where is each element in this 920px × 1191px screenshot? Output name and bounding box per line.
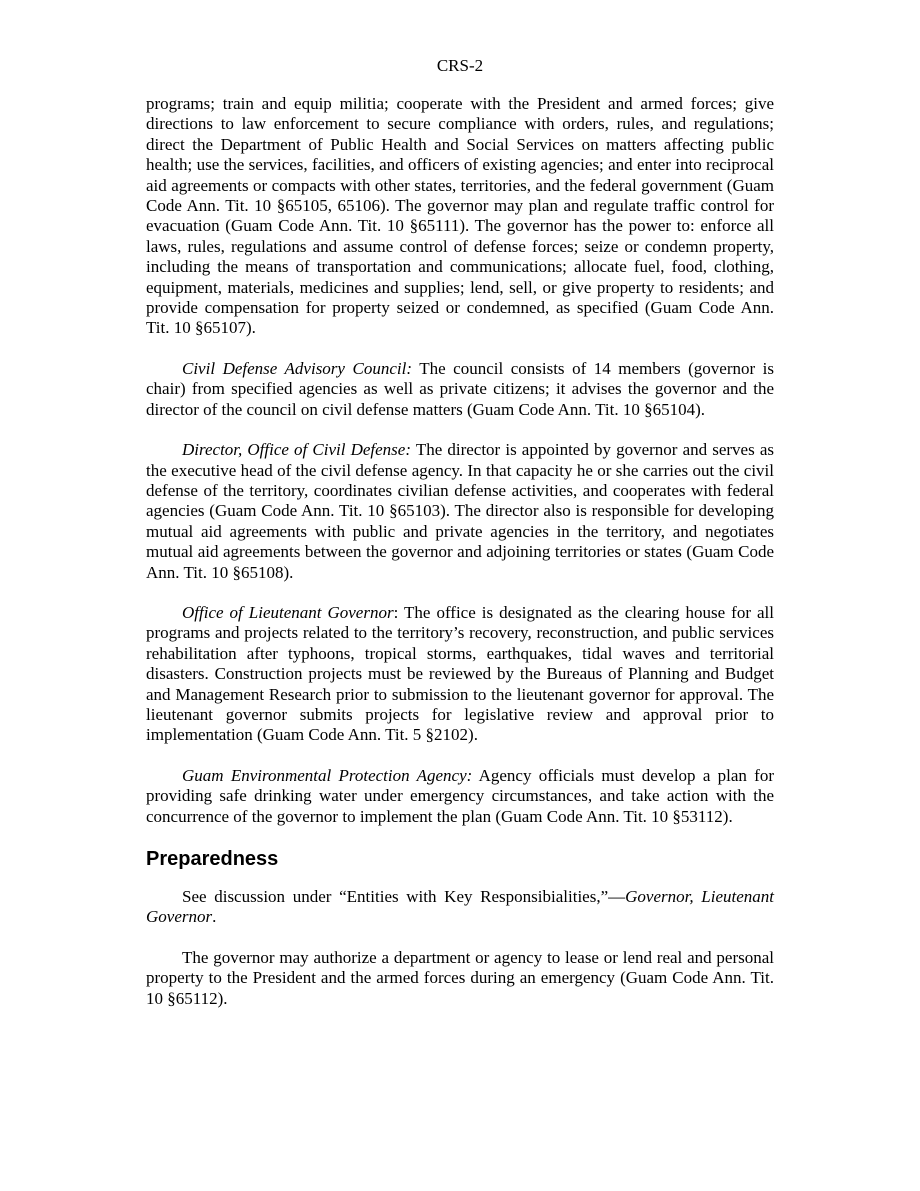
paragraph-label: Office of Lieutenant Governor	[182, 602, 394, 622]
paragraph-text: : The office is designated as the clearing house for all programs and projects related to the territory’s recovery, reconstruction, and public services rehabilitation after typhoons, tropical storms, earthquakes, tidal waves and territorial disasters. Construction projects must be reviewed by the Bureaus of Planning and Budget and Management Research prior to submission to the lieutenant governor for approval. The lieutenant governor submits projects for legislative review and approval prior to implementation (Guam Code Ann. Tit. 5 §2102).	[146, 602, 774, 745]
paragraph-text: See discussion under “Entities with Key Responsibialities,”—	[182, 887, 626, 906]
paragraph-environmental-protection-agency	[146, 766, 774, 827]
paragraph-lease-property: The governor may authorize a department or agency to lease or lend real and personal property to the President and the armed forces during an emergency (Guam Code Ann. Tit. 10 §65112).	[146, 947, 774, 1008]
page-header: CRS-2	[436, 56, 484, 75]
paragraph-italic-reference: Governor, Lieutenant Governor	[146, 887, 774, 927]
paragraph-text: The council consists of 14 members (governor is chair) from specified agencies as well as private citizens; it advises the governor and the director of the council on civil defense matters (Guam Code Ann. Tit. 10 §65104).	[146, 358, 774, 419]
paragraph-label: Director, Office of Civil Defense:	[182, 440, 411, 460]
paragraph-director-civil-defense	[146, 440, 774, 583]
paragraph-lieutenant-governor	[146, 603, 774, 746]
paragraph-end: .	[212, 907, 217, 927]
paragraph-see-discussion	[146, 887, 774, 928]
paragraph-text: Agency officials must develop a plan for providing safe drinking water under emergency circumstances, and take action with the concurrence of the governor to implement the plan (Guam Code Ann. Tit. 10 §53112).	[146, 765, 774, 826]
paragraph-label: Guam Environmental Protection Agency:	[182, 765, 473, 785]
paragraph-civil-defense-advisory-council	[146, 359, 774, 420]
document-body	[146, 94, 774, 1029]
section-heading-preparedness: Preparedness	[146, 848, 279, 870]
paragraph-governor-powers: programs; train and equip militia; cooperate with the President and armed forces; give directions to law enforcement to secure compliance with orders, rules, and regulations; direct the Department of Public Health and Social Services on matters affecting public health; use the services, facilities, and officers of existing agencies; and enter into reciprocal aid agreements or compacts with other states, territories, and the federal government (Guam Code Ann. Tit. 10 §65105, 65106). The governor may plan and regulate traffic control for evacuation (Guam Code Ann. Tit. 10 §65111). The governor has the power to: enforce all laws, rules, regulations and assume control of defense forces; seize or condemn property, including the means of transportation and communications; allocate fuel, food, clothing, equipment, materials, medicines and supplies; lend, sell, or give property to residents; and provide compensation for property seized or condemned, as specified (Guam Code Ann. Tit. 10 §65107).	[146, 94, 774, 338]
paragraph-text: The director is appointed by governor and serves as the executive head of the civil defense agency. In that capacity he or she carries out the civil defense of the territory, coordinates civilian defense activities, and cooperates with federal agencies (Guam Code Ann. Tit. 10 §65103). The director also is responsible for developing mutual aid agreements with public and private agencies in the territory, and negotiates mutual aid agreements between the governor and adjoining territories or states (Guam Code Ann. Tit. 10 §65108).	[146, 440, 774, 582]
paragraph-label: Civil Defense Advisory Council:	[182, 358, 412, 378]
